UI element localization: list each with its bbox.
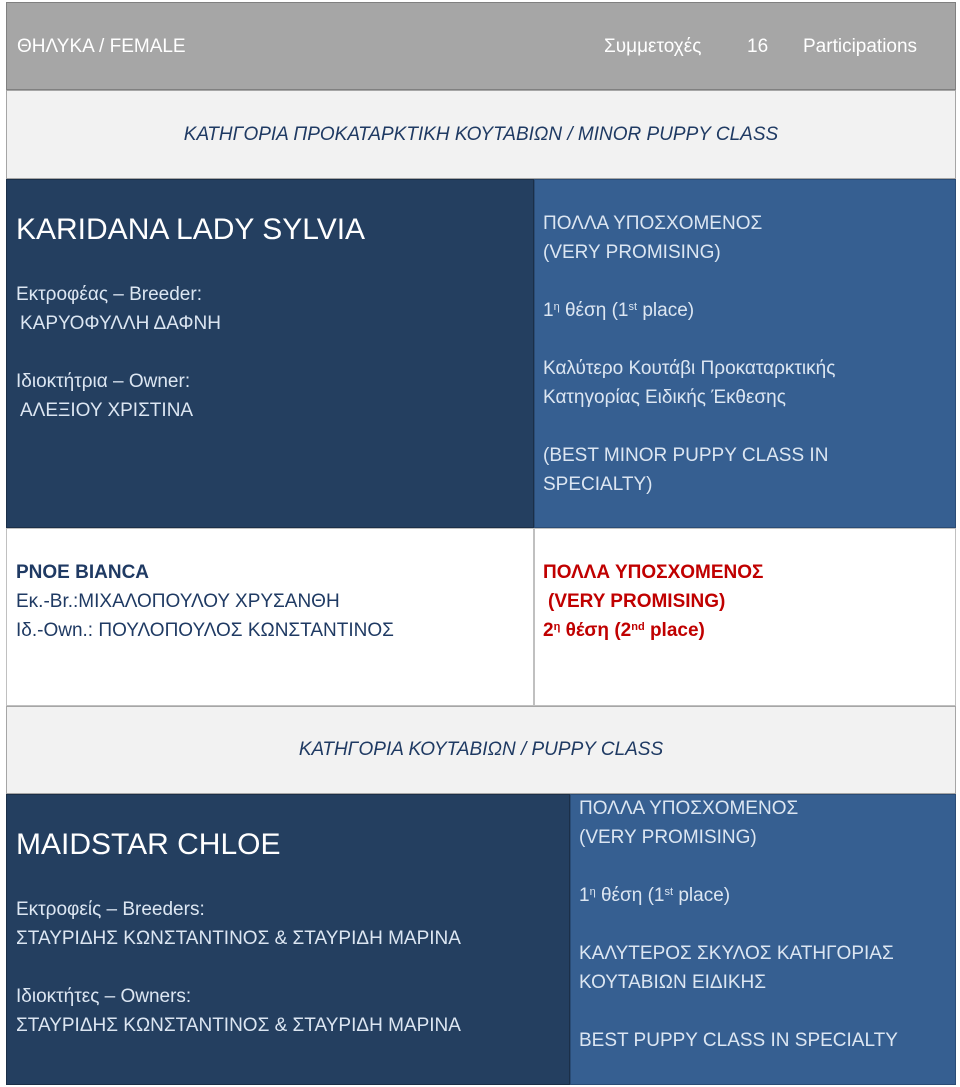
result-en-3: (VERY PROMISING)	[579, 827, 757, 848]
header-bar	[6, 2, 956, 90]
dog-info-panel-3	[6, 794, 570, 1085]
breeder-name-3: ΣΤΑΥΡΙΔΗΣ ΚΩΝΣΤΑΝΤΙΝΟΣ & ΣΤΑΥΡΙΔΗ ΜΑΡΙΝΑ	[16, 928, 461, 949]
class-title-puppy	[6, 706, 956, 794]
class-title-text-2: ΚΑΤΗΓΟΡΙΑ ΚΟΥΤΑΒΙΩΝ / PUPPY CLASS	[298, 739, 664, 760]
result-gr: ΠΟΛΛΑ ΥΠΟΣΧΟΜΕΝΟΣ	[543, 213, 763, 234]
owner-label: Ιδιοκτήτρια – Owner:	[16, 371, 191, 392]
owner-2: Ιδ.-Own.: ΠΟΥΛΟΠΟΥΛΟΣ ΚΩΝΣΤΑΝΤΙΝΟΣ	[16, 620, 394, 641]
dog-info-panel	[6, 179, 534, 528]
dog-result-panel	[534, 179, 956, 528]
dog-name-3: MAIDSTAR CHLOE	[16, 828, 281, 861]
section-title-female: ΘΗΛΥΚΑ / FEMALE	[17, 36, 186, 57]
dog-name-2: PNOE BIANCA	[16, 562, 150, 583]
breeder-2: Εκ.-Br.:ΜΙΧΑΛΟΠΟΥΛΟΥ ΧΡΥΣΑΝΘΗ	[16, 591, 340, 612]
class-title-text: ΚΑΤΗΓΟΡΙΑ ΠΡΟΚΑΤΑΡΚΤΙΚΗ ΚΟΥΤΑΒΙΩΝ / MINOR PUPPY CLASS	[183, 124, 779, 145]
result-en-2: (VERY PROMISING)	[548, 591, 726, 612]
award-gr-line2-3: ΚΟΥΤΑΒΙΩΝ ΕΙΔΙΚΗΣ	[579, 972, 767, 993]
owner-name-3: ΣΤΑΥΡΙΔΗΣ ΚΩΝΣΤΑΝΤΙΝΟΣ & ΣΤΑΥΡΙΔΗ ΜΑΡΙΝΑ	[16, 1015, 461, 1036]
owner-label-3: Ιδιοκτήτες – Owners:	[16, 986, 192, 1007]
class-title-minor-puppy	[6, 90, 956, 179]
owner-name: ΑΛΕΞΙΟΥ ΧΡΙΣΤΙΝΑ	[20, 400, 194, 421]
dog-result-panel-2	[534, 528, 956, 706]
dog-name: KARIDANA LADY SYLVIA	[16, 213, 366, 246]
breeder-name: ΚΑΡΥΟΦΥΛΛΗ ΔΑΦΝΗ	[20, 313, 221, 334]
award-en-line1: (BEST MINOR PUPPY CLASS IN	[543, 445, 829, 466]
breeder-label-3: Εκτροφείς – Breeders:	[16, 899, 205, 920]
participations-label-gr: Συμμετοχές	[604, 36, 702, 57]
breeder-label: Εκτροφέας – Breeder:	[16, 284, 202, 305]
result-gr-3: ΠΟΛΛΑ ΥΠΟΣΧΟΜΕΝΟΣ	[579, 798, 799, 819]
dog-result-panel-3	[570, 794, 956, 1085]
placement-3: $1^\eta$ θέση (1st place)	[579, 885, 731, 906]
award-gr-line1-3: ΚΑΛΥΤΕΡΟΣ ΣΚΥΛΟΣ ΚΑΤΗΓΟΡΙΑΣ	[579, 943, 894, 964]
result-en: (VERY PROMISING)	[543, 242, 721, 263]
placement-2: $2^\eta$ θέση (2nd place)	[543, 620, 705, 641]
award-gr-line1: Καλύτερο Κουτάβι Προκαταρκτικής	[543, 358, 836, 379]
award-en-line2: SPECIALTY)	[543, 474, 653, 495]
dog-info-panel-2	[6, 528, 534, 706]
placement: $1^\eta$ θέση (1st place)	[543, 300, 695, 321]
award-gr-line2: Κατηγορίας Ειδικής Έκθεσης	[543, 387, 786, 408]
participations-count: 16	[747, 36, 769, 57]
award-en-3: BEST PUPPY CLASS IN SPECIALTY	[579, 1030, 898, 1051]
result-gr-2: ΠΟΛΛΑ ΥΠΟΣΧΟΜΕΝΟΣ	[543, 562, 764, 583]
participations-label-en: Participations	[803, 36, 918, 57]
